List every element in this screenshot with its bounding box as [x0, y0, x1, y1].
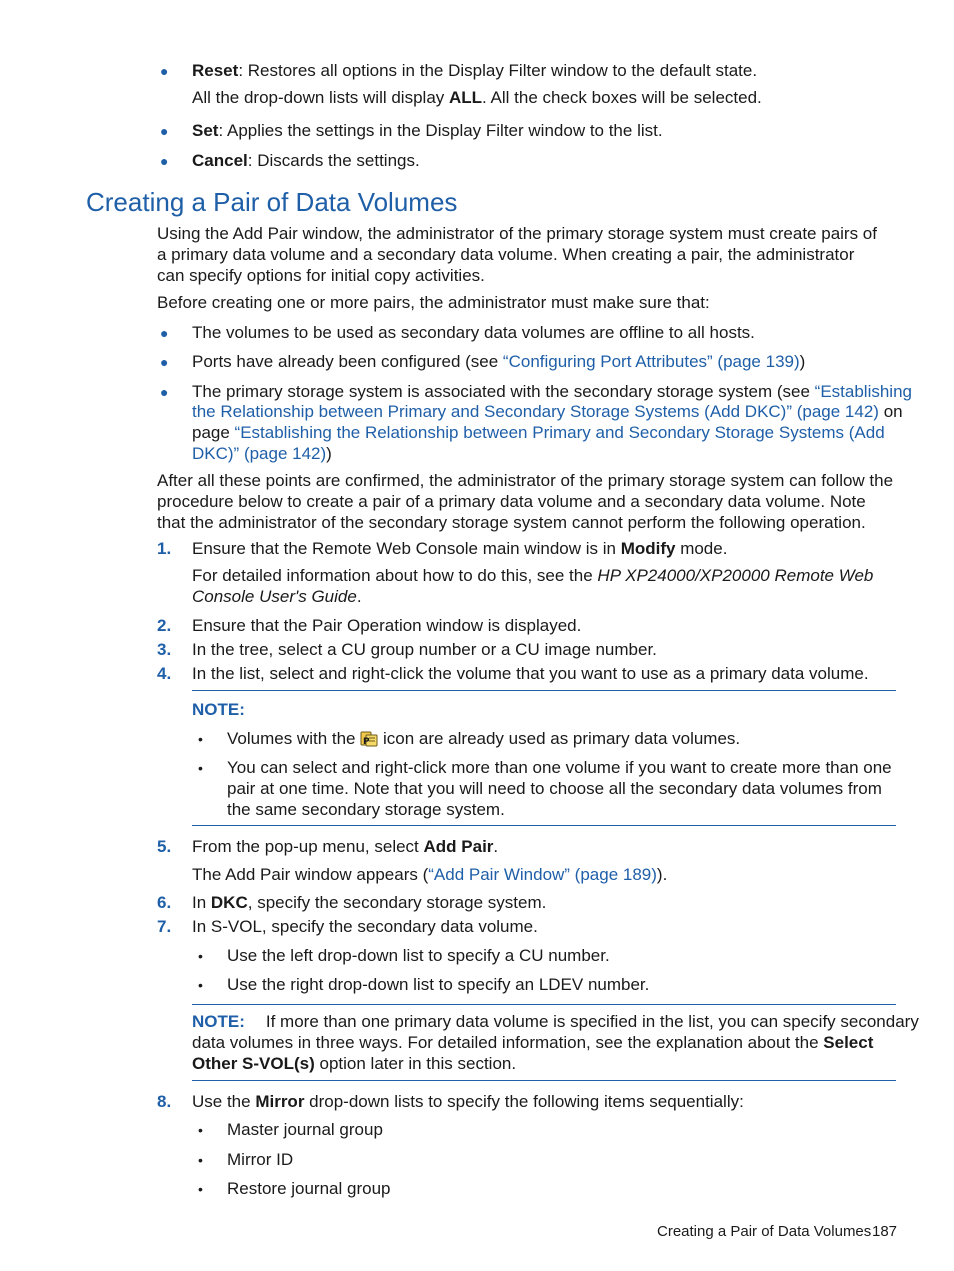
step-7-cu: Use the left drop-down list to specify a CU number.: [227, 946, 610, 965]
link-configuring-port-attributes[interactable]: “Configuring Port Attributes” (page 139): [502, 352, 800, 371]
note-multi-select: You can select and right-click more than one volume if you want to create more than one: [227, 758, 892, 777]
step-8: Use the Mirror drop-down lists to specify the following items sequentially:: [192, 1092, 744, 1111]
step-5-detail: The Add Pair window appears (“Add Pair Window” (page 189)).: [192, 865, 668, 884]
note-2-line: NOTE: If more than one primary data volume is specified in the list, you can specify secondary: [192, 1012, 919, 1031]
bullet-marker: •: [198, 731, 203, 747]
step-7-ldev: Use the right drop-down list to specify an LDEV number.: [227, 975, 650, 994]
intro-line: a primary data volume and a secondary data volume. When creating a pair, the administrator: [157, 245, 855, 264]
note-2-line: data volumes in three ways. For detailed information, see the explanation about the Select: [192, 1033, 874, 1052]
bullet-cancel: Cancel: Discards the settings.: [192, 151, 420, 170]
bullet-marker: ●: [160, 354, 169, 370]
bullet-marker: •: [198, 948, 203, 964]
step-number: 7.: [157, 917, 172, 936]
bullet-marker: ●: [160, 153, 169, 169]
svg-text:P: P: [363, 737, 370, 747]
note-rule-bottom: [192, 825, 896, 826]
step-2: Ensure that the Pair Operation window is displayed.: [192, 616, 582, 635]
step-number: 3.: [157, 640, 172, 659]
step-number: 1.: [157, 539, 172, 558]
note-primary-icon: Volumes with the P icon are already used as primary data volumes.: [227, 729, 741, 748]
prereq-offline: The volumes to be used as secondary data volumes are offline to all hosts.: [192, 323, 755, 342]
after-line: After all these points are confirmed, the administrator of the primary storage system can follow the: [157, 471, 894, 490]
bullet-marker: •: [198, 1122, 203, 1138]
link-establishing-relationship-2[interactable]: “Establishing the Relationship between Primary and Secondary Storage Systems (Add: [234, 423, 885, 442]
prereq-association-line: The primary storage system is associated with the secondary storage system (see “Establishing: [192, 382, 912, 401]
step-8-item: Restore journal group: [227, 1179, 391, 1198]
bullet-set: Set: Applies the settings in the Display Filter window to the list.: [192, 121, 663, 140]
bullet-marker: ●: [160, 325, 169, 341]
note-label: NOTE:: [192, 1012, 245, 1031]
step-8-item: Mirror ID: [227, 1150, 294, 1169]
step-7: In S-VOL, specify the secondary data volume.: [192, 917, 538, 936]
primary-volume-icon: [360, 729, 378, 747]
footer-title: Creating a Pair of Data Volumes: [657, 1223, 872, 1240]
step-8-item: Master journal group: [227, 1120, 383, 1139]
bullet-marker: ●: [160, 384, 169, 400]
bullet-marker: •: [198, 1152, 203, 1168]
bullet-marker: ●: [160, 63, 169, 79]
prereq-association-line: page “Establishing the Relationship between Primary and Secondary Storage Systems (Add: [192, 423, 885, 442]
bullet-marker: ●: [160, 123, 169, 139]
intro-line: can specify options for initial copy activities.: [157, 266, 485, 285]
before-text: Before creating one or more pairs, the administrator must make sure that:: [157, 293, 710, 312]
note-2-line: Other S-VOL(s) option later in this section.: [192, 1054, 517, 1073]
intro-line: Using the Add Pair window, the administrator of the primary storage system must create pairs of: [157, 224, 877, 243]
note-rule-top: [192, 690, 896, 691]
step-number: 4.: [157, 664, 172, 683]
note-label: NOTE:: [192, 700, 245, 719]
after-line: procedure below to create a pair of a primary data volume and a secondary data volume. Note: [157, 492, 866, 511]
step-6: In DKC, specify the secondary storage system.: [192, 893, 547, 912]
after-line: that the administrator of the secondary storage system cannot perform the following operation.: [157, 513, 866, 532]
prereq-association-line: the Relationship between Primary and Secondary Storage Systems (Add DKC)” (page 142) on: [192, 402, 903, 421]
step-1-detail: For detailed information about how to do this, see the HP XP24000/XP20000 Remote Web: [192, 566, 874, 585]
step-number: 2.: [157, 616, 172, 635]
step-number: 8.: [157, 1092, 172, 1111]
link-establishing-relationship[interactable]: “Establishing: [814, 382, 912, 401]
step-1-detail: Console User's Guide.: [192, 587, 362, 606]
note-multi-select: the same secondary storage system.: [227, 800, 505, 819]
bullet-reset: Reset: Restores all options in the Display Filter window to the default state.: [192, 61, 758, 80]
note-rule-top: [192, 1004, 896, 1005]
step-number: 6.: [157, 893, 172, 912]
note-multi-select: pair at one time. Note that you will need to choose all the secondary data volumes from: [227, 779, 882, 798]
prereq-association-line: DKC)” (page 142)): [192, 444, 332, 463]
bullet-marker: •: [198, 1181, 203, 1197]
step-4: In the list, select and right-click the volume that you want to use as a primary data volume.: [192, 664, 869, 683]
step-5: From the pop-up menu, select Add Pair.: [192, 837, 499, 856]
bullet-marker: •: [198, 760, 203, 776]
link-establishing-relationship[interactable]: the Relationship between Primary and Secondary Storage Systems (Add DKC)” (page 142): [192, 402, 879, 421]
bullet-reset-detail: All the drop-down lists will display ALL. All the check boxes will be selected.: [192, 88, 762, 107]
page-number: 187: [872, 1223, 898, 1240]
link-establishing-relationship-2[interactable]: DKC)” (page 142): [192, 444, 327, 463]
link-add-pair-window[interactable]: “Add Pair Window” (page 189): [428, 865, 657, 884]
prereq-ports: Ports have already been configured (see “Configuring Port Attributes” (page 139)): [192, 352, 806, 371]
bullet-marker: •: [198, 977, 203, 993]
section-heading: Creating a Pair of Data Volumes: [86, 187, 458, 217]
step-3: In the tree, select a CU group number or a CU image number.: [192, 640, 657, 659]
note-rule-bottom: [192, 1080, 896, 1081]
step-number: 5.: [157, 837, 172, 856]
step-1: Ensure that the Remote Web Console main window is in Modify mode.: [192, 539, 728, 558]
